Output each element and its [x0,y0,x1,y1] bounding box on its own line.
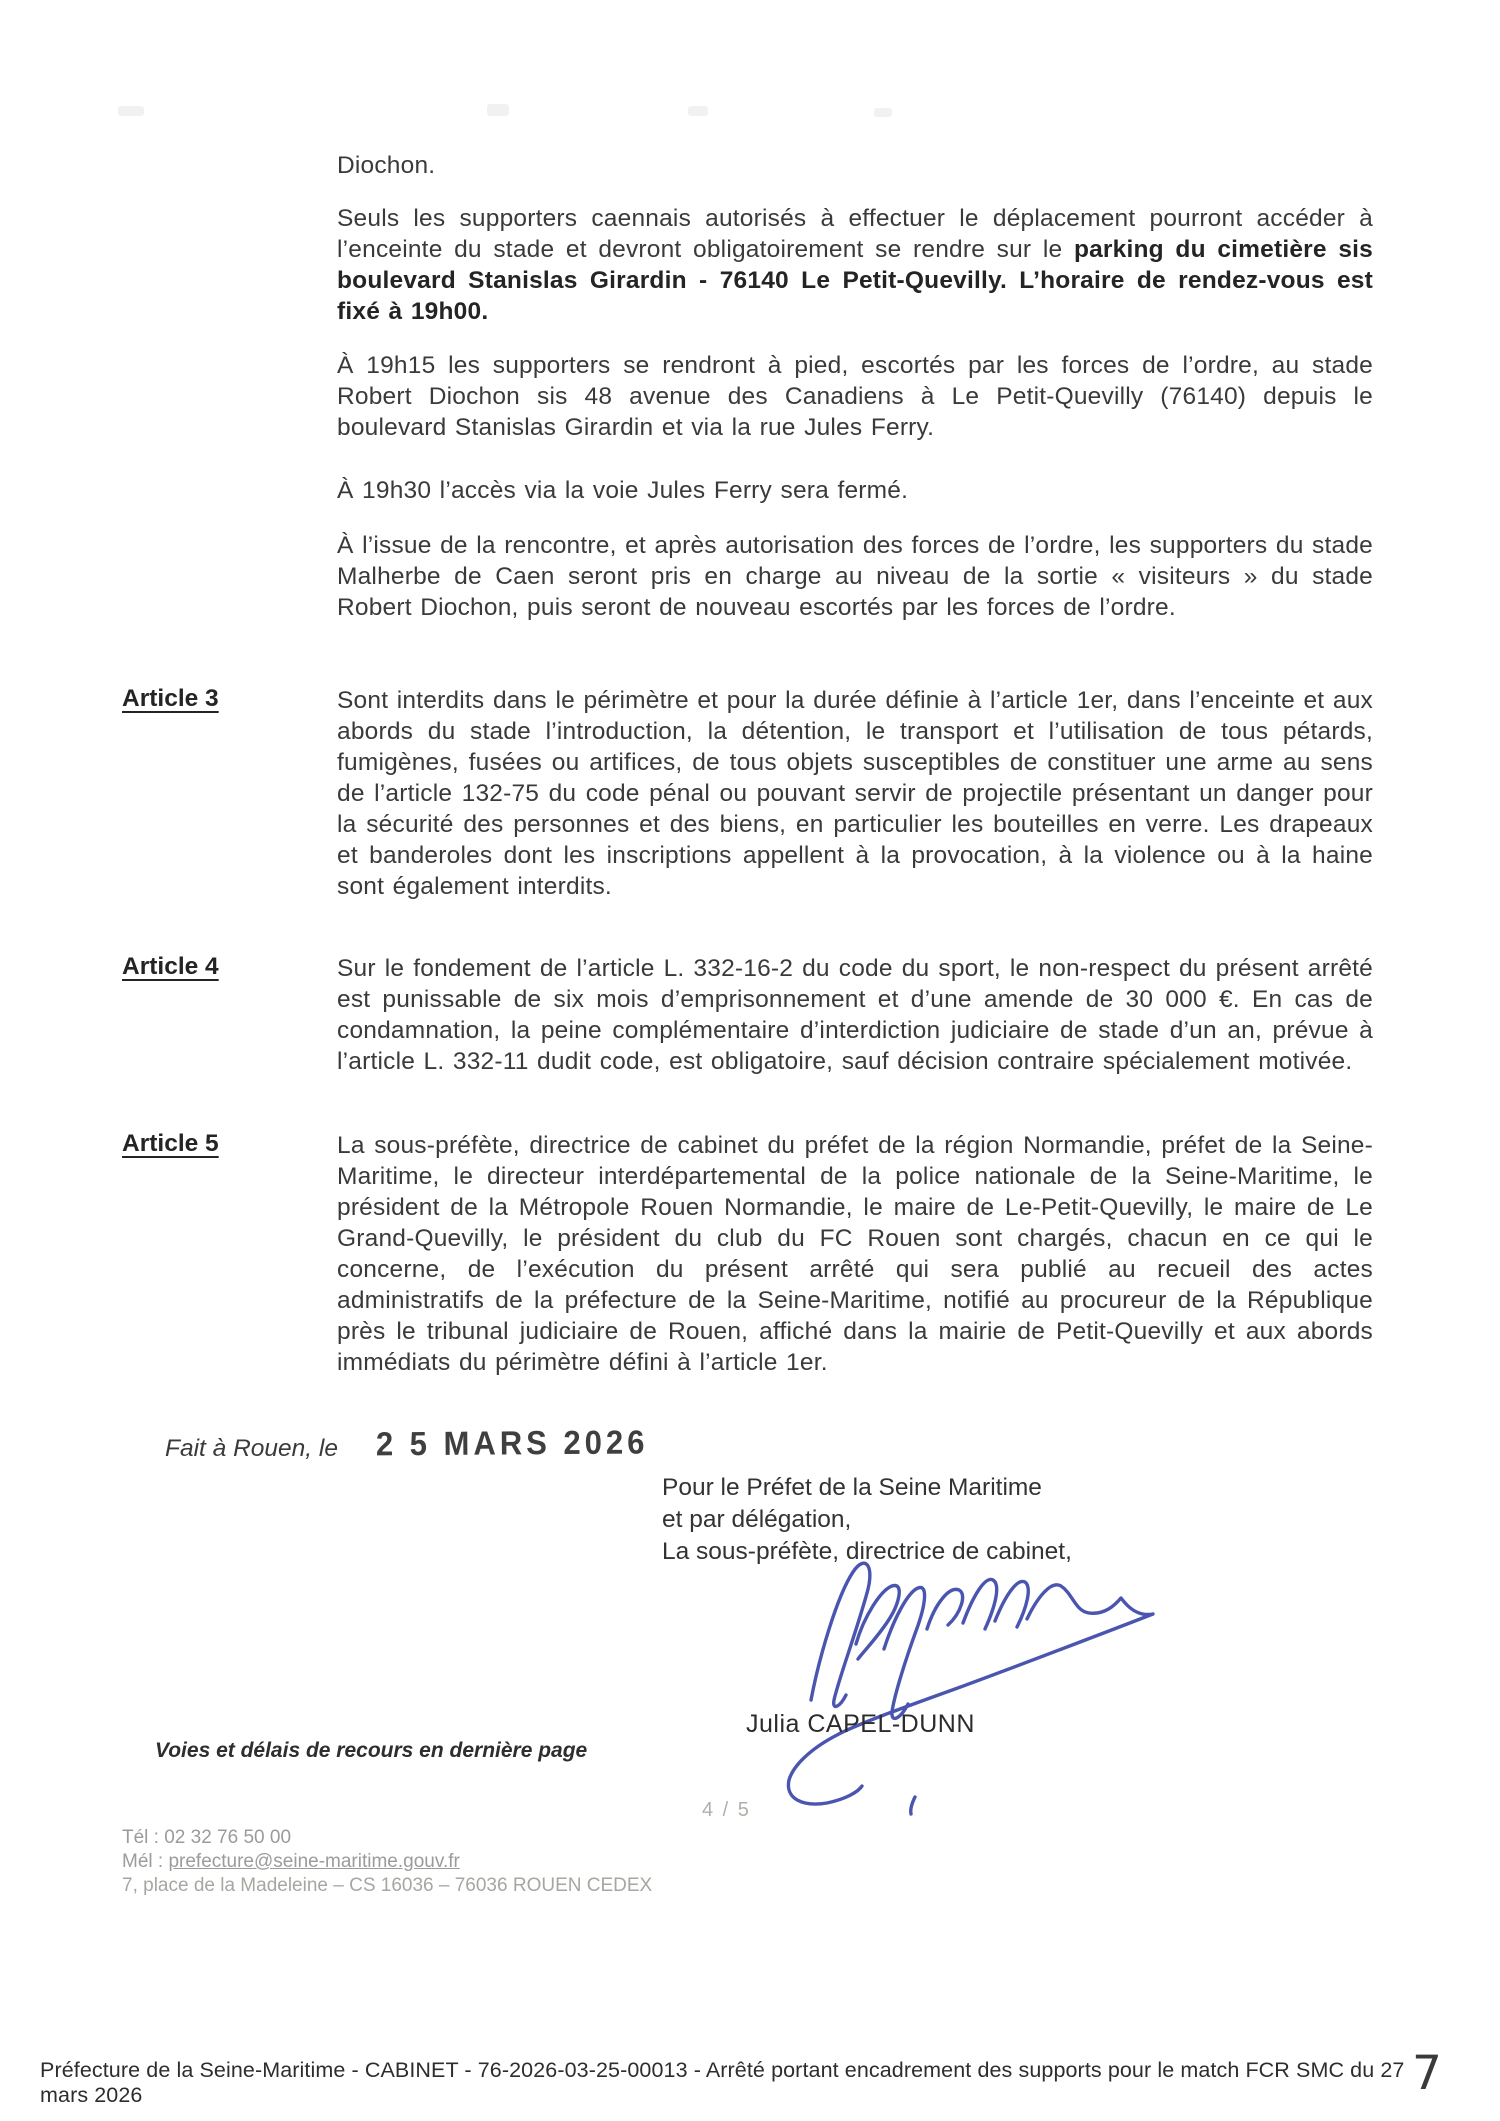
scan-artifact [874,108,892,117]
paragraph-meeting-point-bold: parking du cimetière sis boulevard Stanislas Girardin - 76140 Le Petit-Quevilly. L’horaire de rendez-vous est fixé à 19h00. [337,236,1373,325]
paragraph-after-match: À l’issue de la rencontre, et après autorisation des forces de l’ordre, les supporters du stade Malherbe de Caen seront pris en charge au niveau de la sortie « visiteurs » du stade Robert Diochon, puis seront de nouveau escortés par les forces de l’ordre. [337,532,1373,621]
paragraph-closure-19h30: À 19h30 l’accès via la voie Jules Ferry sera fermé. [337,477,909,504]
contact-email-label: Mél : [122,1851,169,1872]
paragraph-escort-19h15: À 19h15 les supporters se rendront à pied, escortés par les forces de l’ordre, au stade Robert Diochon sis 48 avenue des Canadiens à Le Petit-Quevilly (76140) depuis le boulevard Stanislas Girardin et via la rue Jules Ferry. [337,352,1373,441]
inner-page-marker: 4 / 5 [702,1799,751,1821]
paragraph-meeting-point-text: Seuls les supporters caennais autorisés à effectuer le déplacement pourront accéder à l’enceinte du stade et devront obligatoirement se rendre sur le [337,205,1373,263]
continuation-line: Diochon. [337,152,436,179]
contact-block [122,1826,652,1898]
delegation-line-3: La sous-préfète, directrice de cabinet, [662,1538,1072,1565]
footer-reference: Préfecture de la Seine-Maritime - CABINET - 76-2026-03-25-00013 - Arrêté portant encadrement des supports pour le match FCR SMC du 27 mars 2026 [40,2058,1405,2107]
scan-artifact [688,106,708,116]
paragraph-meeting-point [337,203,1373,327]
closing-place-text: Fait à Rouen, le [165,1435,338,1462]
article-4-body: Sur le fondement de l’article L. 332-16-2 du code du sport, le non-respect du présent arrêté est punissable de six mois d’emprisonnement et d’une amende de 30 000 €. En cas de condamnation, la peine complémentaire d’interdiction judiciaire de stade d’un an, prévue à l’article L. 332-11 dudit code, est obligatoire, sauf décision contraire spécialement motivée. [337,955,1373,1075]
signatory-name: Julia CAPEL-DUNN [746,1710,975,1738]
closing-place-line [165,1423,649,1464]
date-stamp: 2 5 MARS 2026 [375,1423,649,1463]
recours-notice: Voies et délais de recours en dernière page [155,1739,588,1762]
scan-artifact [487,104,509,116]
article-3-label: Article 3 [122,685,219,712]
article-3-body: Sont interdits dans le périmètre et pour la durée définie à l’article 1er, dans l’enceinte et aux abords du stade l’introduction, la détention, le transport et l’utilisation de tous pétards, fumigènes, fusées ou artifices, de tous objets susceptibles de constituer une arme au sens de l’article 132-75 du code pénal ou pouvant servir de projectile présentant un danger pour la sécurité des personnes et des biens, en particulier les bouteilles en verre. Les drapeaux et banderoles dont les inscriptions appellent à la provocation, à la violence ou à la haine sont également interdits. [337,687,1373,900]
contact-email-line [122,1850,652,1874]
delegation-line-1: Pour le Préfet de la Seine Maritime [662,1474,1042,1501]
signature-ink [715,1548,1165,1838]
footer-page-number: 7 [1412,2046,1442,2101]
contact-address: 7, place de la Madeleine – CS 16036 – 76036 ROUEN CEDEX [122,1875,653,1896]
contact-phone: Tél : 02 32 76 50 00 [122,1827,292,1848]
delegation-line-2: et par délégation, [662,1506,852,1533]
article-5-label: Article 5 [122,1130,219,1157]
article-4-label: Article 4 [122,953,219,980]
article-5-body: La sous-préfète, directrice de cabinet du préfet de la région Normandie, préfet de la Seine-Maritime, le directeur interdépartemental de la police nationale de la Seine-Maritime, le président de la Métropole Rouen Normandie, le maire de Le-Petit-Quevilly, le maire de Le Grand-Quevilly, le président du club du FC Rouen sont chargés, chacun en ce qui le concerne, de l’exécution du présent arrêté qui sera publié au recueil des actes administratifs de la préfecture de la Seine-Maritime, notifié au procureur de la République près le tribunal judiciaire de Rouen, affiché dans la mairie de Petit-Quevilly et aux abords immédiats du périmètre défini à l’article 1er. [337,1132,1373,1376]
scan-artifact [118,106,144,116]
contact-email: prefecture@seine-maritime.gouv.fr [168,1851,460,1872]
